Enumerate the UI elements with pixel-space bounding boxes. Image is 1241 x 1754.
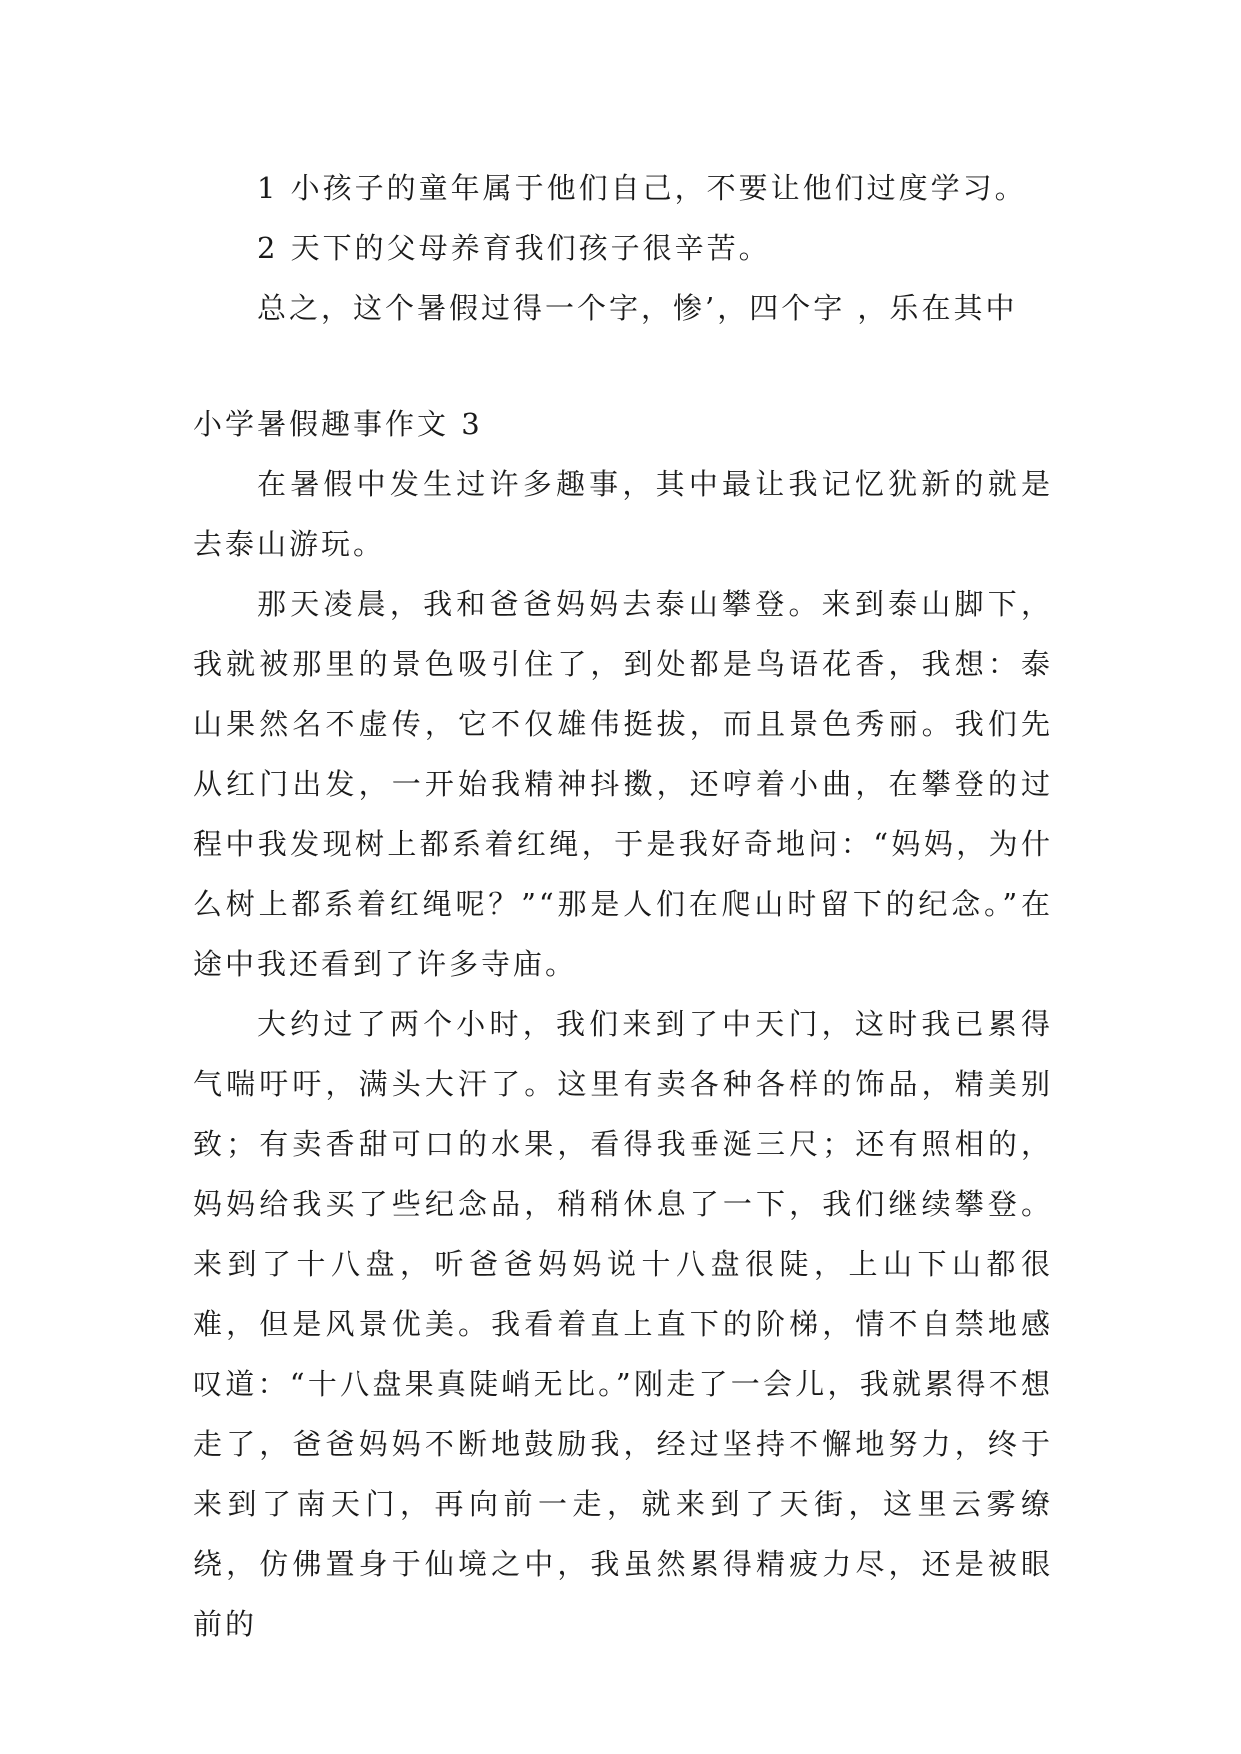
body-paragraph: 那天凌晨，我和爸爸妈妈去泰山攀登。来到泰山脚下，我就被那里的景色吸引住了，到处都是鸟语花香，我想：泰山果然名不虚传，它不仅雄伟挺拔，而且景色秀丽。我们先从红门出发，一开始我精神抖擞，还哼着小曲，在攀登的过程中我发现树上都系着红绳，于是我好奇地问：“妈妈，为什么树上都系着红绳呢？”“那是人们在爬山时留下的纪念。”在途中我还看到了许多寺庙。: [193, 587, 1053, 981]
intro-paragraph: 总之，这个暑假过得一个字，惨’，四个字 ，乐在其中: [257, 291, 1018, 325]
body-paragraph: 在暑假中发生过许多趣事，其中最让我记忆犹新的就是去泰山游玩。: [193, 467, 1053, 561]
intro-block: [193, 158, 1053, 338]
intro-paragraph: 1 小孩子的童年属于他们自己，不要让他们过度学习。: [257, 171, 1027, 205]
intro-paragraph: 2 天下的父母养育我们孩子很辛苦。: [257, 231, 771, 265]
body-paragraph: 大约过了两个小时，我们来到了中天门，这时我已累得气喘吁吁，满头大汗了。这里有卖各种各样的饰品，精美别致；有卖香甜可口的水果，看得我垂涎三尺；还有照相的，妈妈给我买了些纪念品，稍稍休息了一下，我们继续攀登。来到了十八盘，听爸爸妈妈说十八盘很陡，上山下山都很难，但是风景优美。我看着直上直下的阶梯，情不自禁地感叹道：“十八盘果真陡峭无比。”刚走了一会儿，我就累得不想走了，爸爸妈妈不断地鼓励我，经过坚持不懈地努力，终于来到了南天门，再向前一走，就来到了天街，这里云雾缭绕，仿佛置身于仙境之中，我虽然累得精疲力尽，还是被眼前的: [193, 1007, 1053, 1641]
section-body: [193, 454, 1053, 1654]
section-title: 小学暑假趣事作文 3: [193, 407, 483, 441]
document-content: [193, 158, 1053, 1654]
